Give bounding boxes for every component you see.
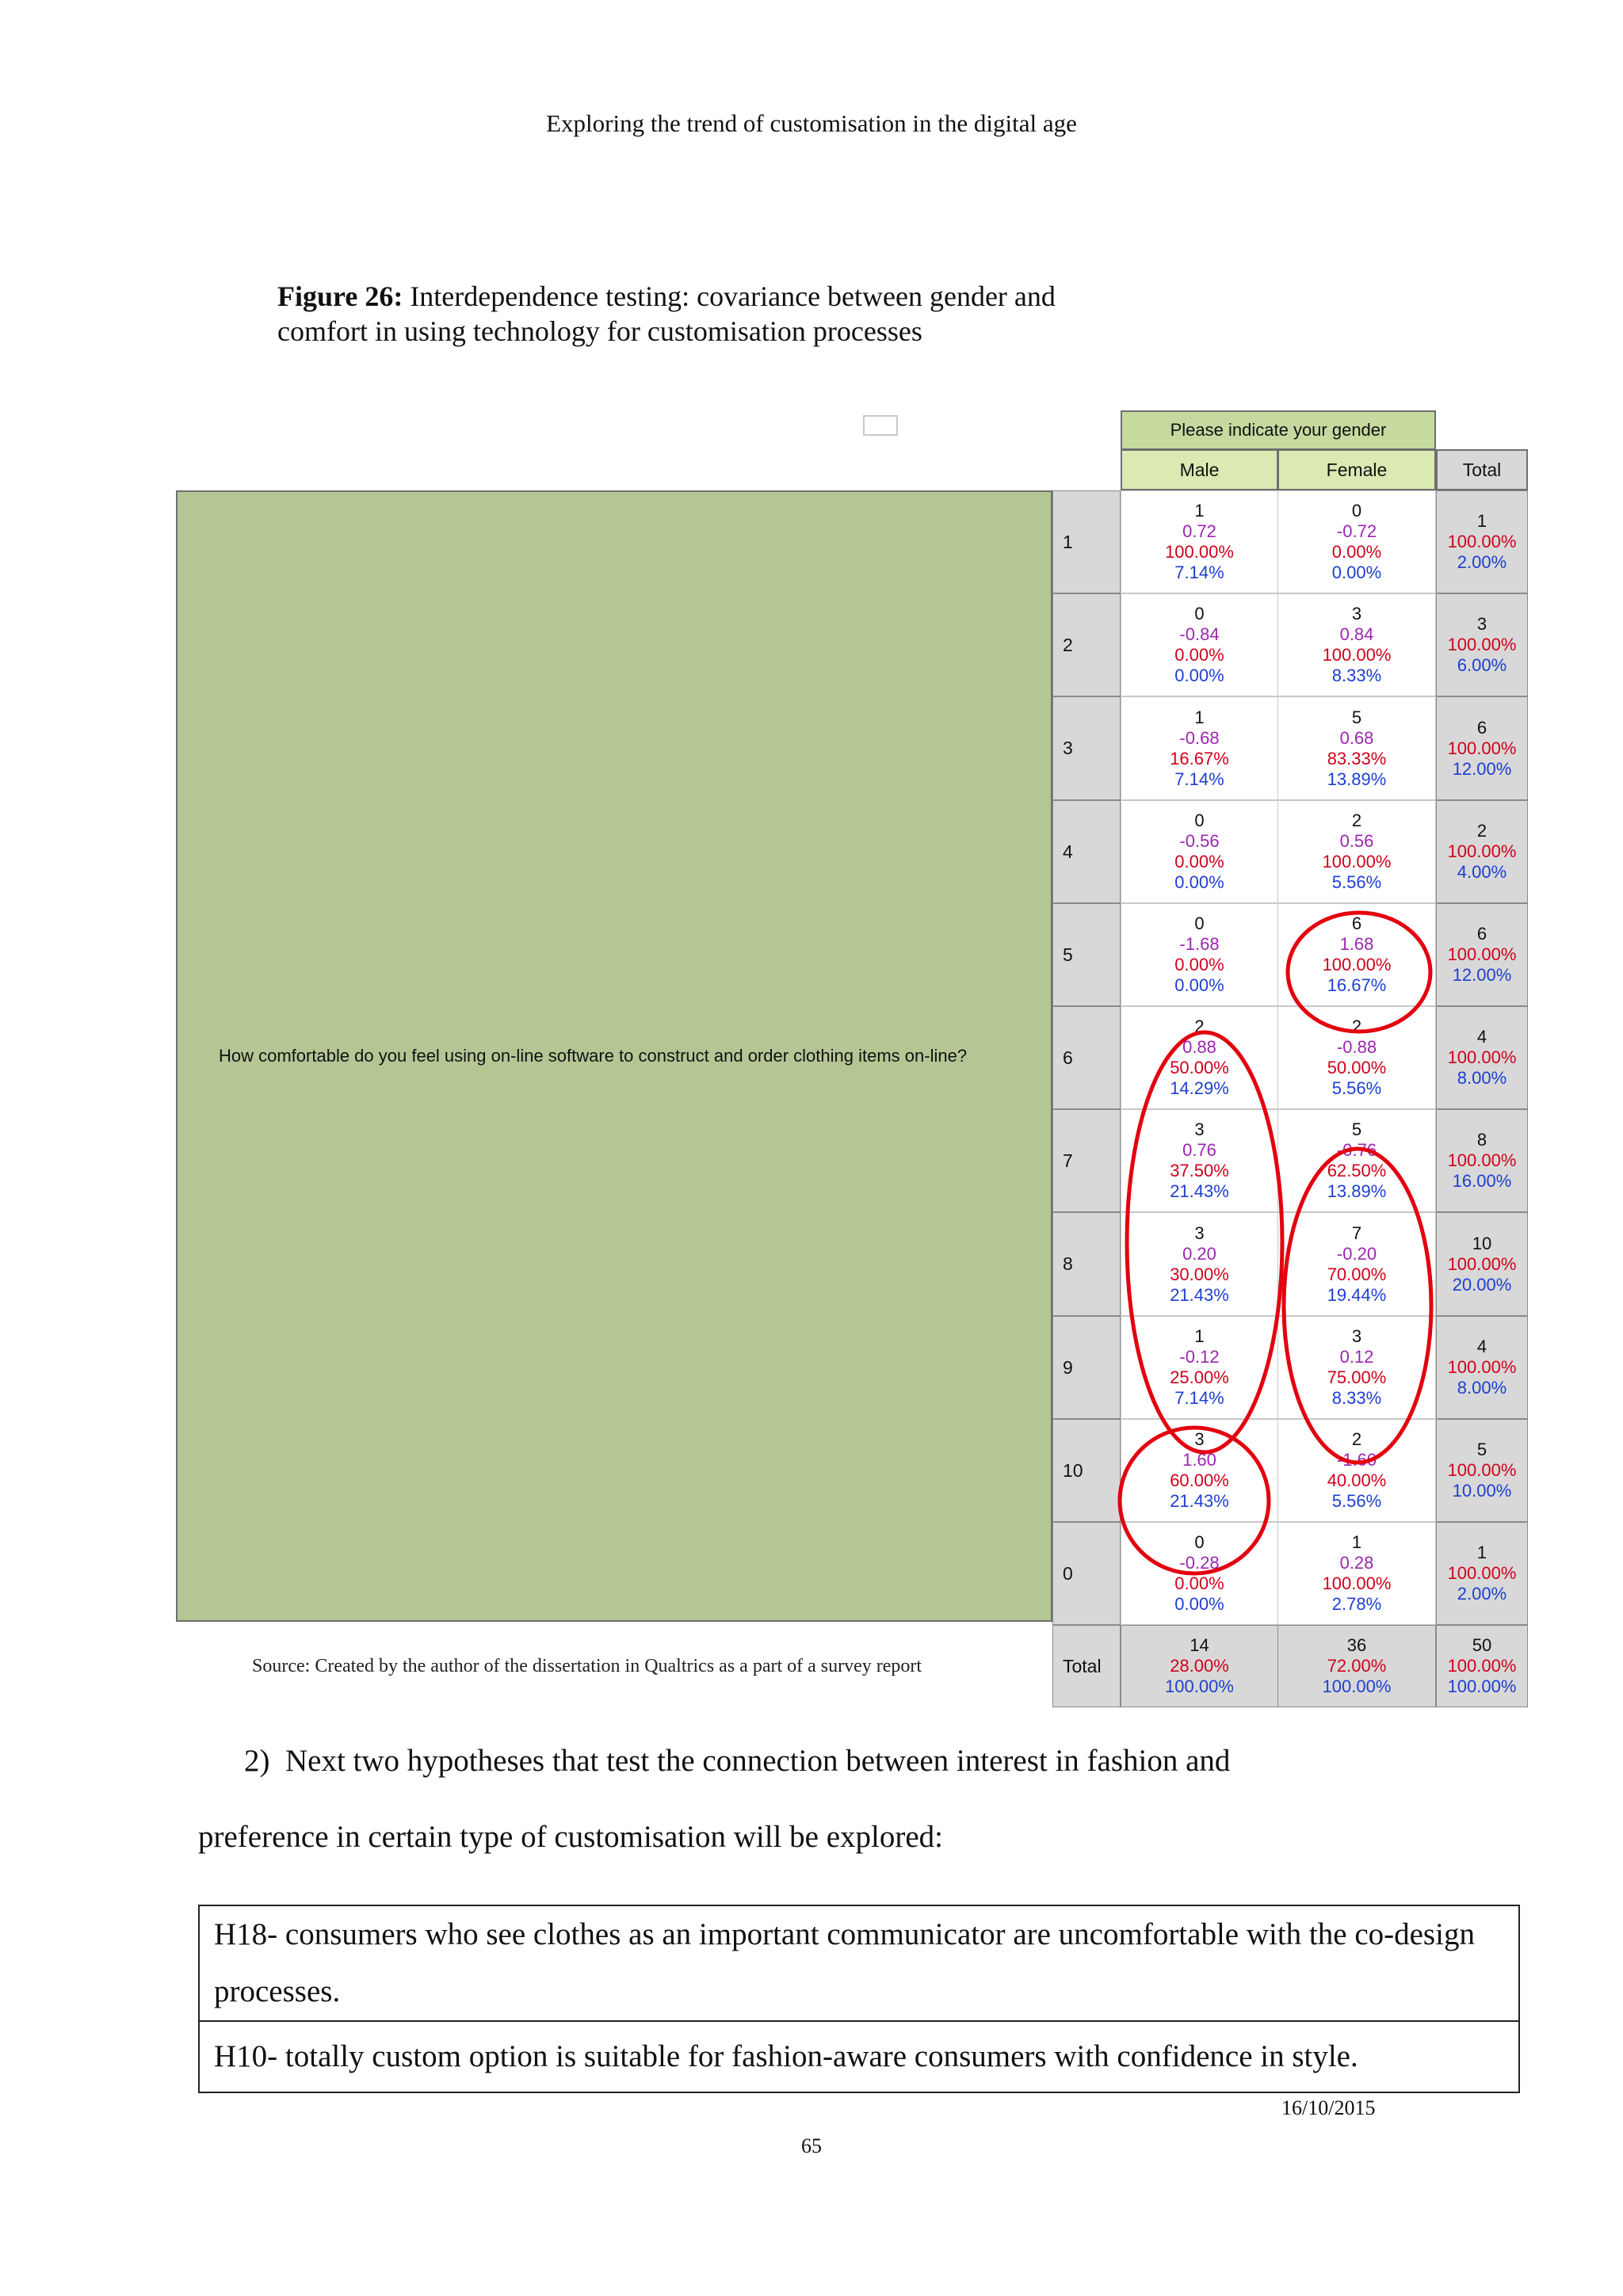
cell-value: 2.00% xyxy=(1457,552,1507,572)
cell-value: 13.89% xyxy=(1327,1181,1387,1201)
cell-total xyxy=(1436,1006,1528,1109)
row-label-0: 0 xyxy=(1052,1522,1121,1625)
cell-female xyxy=(1277,1522,1436,1625)
row-label-2: 2 xyxy=(1052,593,1121,696)
cell-value: 0 xyxy=(1194,913,1205,933)
cell-value: 100.00% xyxy=(1322,645,1392,665)
cell-value: 0 xyxy=(1194,1532,1205,1552)
cell-female xyxy=(1277,1316,1436,1419)
cell-value: 100.00% xyxy=(1447,1656,1517,1676)
cell-female xyxy=(1277,1419,1436,1522)
cell-value: 30.00% xyxy=(1170,1264,1229,1284)
cell-male xyxy=(1121,903,1278,1006)
cell-male xyxy=(1121,593,1278,696)
row-label-7: 7 xyxy=(1052,1109,1121,1212)
row-label-9: 9 xyxy=(1052,1316,1121,1419)
hypothesis-row xyxy=(199,2021,1519,2092)
cell-value: 5 xyxy=(1476,1440,1487,1459)
cell-value: 100.00% xyxy=(1322,1676,1392,1696)
cell-value: 16.67% xyxy=(1327,975,1387,995)
cell-value: 7 xyxy=(1351,1222,1362,1243)
cell-female xyxy=(1277,800,1436,903)
cell-male xyxy=(1121,490,1278,593)
cell-value: 100.00% xyxy=(1447,635,1517,654)
cell-value: 0.00% xyxy=(1331,563,1382,582)
cell-value: 8.33% xyxy=(1331,666,1382,685)
cell-male xyxy=(1121,800,1278,903)
cell-value: -0.88 xyxy=(1336,1037,1377,1057)
gender-group-header: Please indicate your gender xyxy=(1121,410,1436,450)
question-label: How comfortable do you feel using on-line software to construct and order clothing items on-line? xyxy=(219,1046,968,1066)
cell-value: 0.00% xyxy=(1174,975,1224,995)
row-label-10: 10 xyxy=(1052,1419,1121,1522)
cell-value: 100.00% xyxy=(1447,1357,1517,1377)
cell-value: 6 xyxy=(1476,717,1487,738)
cell-value: 6.00% xyxy=(1457,655,1507,675)
cell-total xyxy=(1436,696,1528,800)
cell-value: 1 xyxy=(1194,501,1205,521)
column-header-total: Total xyxy=(1436,449,1528,490)
cell-value: 60.00% xyxy=(1170,1470,1229,1490)
cell-value: 4.00% xyxy=(1457,862,1507,882)
cell-value: 0.12 xyxy=(1339,1347,1374,1367)
row-label-total: Total xyxy=(1052,1625,1121,1707)
cell-value: 2.00% xyxy=(1457,1584,1507,1604)
row-label-3: 3 xyxy=(1052,696,1121,800)
cell-value: 3 xyxy=(1476,614,1487,634)
column-header-male: Male xyxy=(1121,449,1278,490)
cell-value: 8.33% xyxy=(1331,1388,1382,1408)
cell-value: 100.00% xyxy=(1165,542,1234,562)
cell-value: 0 xyxy=(1194,604,1205,624)
cell-value: 14 xyxy=(1190,1635,1209,1655)
cell-value: 5.56% xyxy=(1331,872,1382,892)
hypothesis-h10: H10- totally custom option is suitable for fashion-aware consumers with confidence in style. xyxy=(199,2021,1519,2092)
cell-value: 0.00% xyxy=(1174,1594,1224,1614)
cell-value: 8.00% xyxy=(1457,1378,1507,1398)
cell-value: 0.00% xyxy=(1331,542,1382,562)
cell-value: 62.50% xyxy=(1327,1161,1387,1180)
cell-male xyxy=(1121,1212,1278,1316)
cell-value: 2 xyxy=(1351,1016,1362,1036)
cell-value: -0.76 xyxy=(1336,1140,1377,1160)
cell-value: 36 xyxy=(1346,1635,1367,1655)
cell-value: 0.00% xyxy=(1174,955,1224,974)
cell-total xyxy=(1436,903,1528,1006)
cell-value: 0.00% xyxy=(1174,1573,1224,1593)
cell-value: 19.44% xyxy=(1327,1284,1387,1305)
cell-value: 1.68 xyxy=(1339,934,1374,954)
cell-total xyxy=(1436,1419,1528,1522)
cell-value: 5.56% xyxy=(1331,1078,1382,1098)
cell-value: 0.28 xyxy=(1339,1553,1374,1573)
cell-total xyxy=(1436,1316,1528,1419)
cell-value: 100.00% xyxy=(1322,955,1392,974)
cell-male xyxy=(1121,1419,1278,1522)
cell-value: 2 xyxy=(1194,1016,1205,1036)
cell-value: 1 xyxy=(1476,511,1487,531)
cell-value: 0.72 xyxy=(1182,521,1216,541)
cell-value: 100.00% xyxy=(1447,1253,1517,1274)
cell-value: 1 xyxy=(1476,1543,1487,1562)
cell-female xyxy=(1277,1109,1436,1212)
cell-value: 12.00% xyxy=(1452,965,1512,985)
cell-male xyxy=(1121,1316,1278,1419)
cell-total xyxy=(1436,800,1528,903)
cell-value: 3 xyxy=(1194,1429,1205,1449)
row-label-4: 4 xyxy=(1052,800,1121,903)
cell-value: 14.29% xyxy=(1170,1078,1229,1098)
cell-value: 5.56% xyxy=(1331,1491,1382,1511)
cell-value: 10.00% xyxy=(1452,1481,1512,1501)
cell-value: 3 xyxy=(1351,604,1362,624)
cell-value: 0.88 xyxy=(1182,1037,1216,1057)
cell-value: 21.43% xyxy=(1170,1491,1229,1511)
cell-value: 6 xyxy=(1476,924,1487,944)
cell-male xyxy=(1121,1109,1278,1212)
cell-value: 50 xyxy=(1472,1635,1492,1655)
cell-value: 100.00% xyxy=(1447,1563,1517,1583)
cell-female xyxy=(1277,490,1436,593)
cell-value: 0.56 xyxy=(1339,831,1374,851)
hypotheses-table xyxy=(198,1905,1520,2093)
cell-value: 100.00% xyxy=(1447,944,1517,964)
row-label-8: 8 xyxy=(1052,1212,1121,1316)
cell-value: -0.12 xyxy=(1179,1347,1220,1367)
cell-value: 0.68 xyxy=(1339,727,1374,748)
cell-value: 1.60 xyxy=(1182,1450,1216,1470)
cell-value: 0 xyxy=(1351,501,1362,521)
cell-value: 1 xyxy=(1194,1326,1205,1346)
cell-value: 100.00% xyxy=(1447,1150,1517,1170)
cell-value: 0.84 xyxy=(1339,624,1374,644)
row-label-5: 5 xyxy=(1052,903,1121,1006)
source-note: Source: Created by the author of the dissertation in Qualtrics as a part of a survey report xyxy=(252,1656,922,1676)
cell-value: 8 xyxy=(1476,1130,1487,1150)
cell-value: 0.76 xyxy=(1182,1140,1216,1160)
cell-value: 100.00% xyxy=(1447,841,1517,861)
cell-value: 40.00% xyxy=(1327,1470,1387,1490)
cell-total xyxy=(1436,593,1528,696)
cell-female xyxy=(1277,593,1436,696)
column-header-female: Female xyxy=(1277,449,1436,490)
cell-value: 5 xyxy=(1351,707,1362,727)
cell-value: 0.00% xyxy=(1174,872,1224,892)
cell-total xyxy=(1436,1625,1528,1707)
cell-value: 0.20 xyxy=(1182,1243,1216,1264)
cell-value: 7.14% xyxy=(1174,1388,1224,1408)
cell-value: -0.28 xyxy=(1179,1553,1220,1573)
cell-value: 21.43% xyxy=(1170,1284,1229,1305)
cell-value: -0.72 xyxy=(1336,521,1377,541)
hypothesis-row xyxy=(199,1905,1519,2021)
hypothesis-h18: H18- consumers who see clothes as an important communicator are uncomfortable with the co-design processes. xyxy=(199,1905,1519,2021)
cell-value: 100.00% xyxy=(1322,852,1392,871)
cell-value: 83.33% xyxy=(1327,748,1387,769)
cell-value: 3 xyxy=(1194,1119,1205,1139)
cell-total xyxy=(1436,490,1528,593)
cell-value: 21.43% xyxy=(1170,1181,1229,1201)
cell-male xyxy=(1121,1522,1278,1625)
figure-label: Figure 26: xyxy=(277,280,403,312)
cell-value: 7.14% xyxy=(1174,563,1224,582)
cell-value: 2 xyxy=(1351,1429,1362,1449)
cell-value: -0.84 xyxy=(1179,624,1220,644)
cell-value: 7.14% xyxy=(1174,769,1224,789)
cell-value: 3 xyxy=(1194,1222,1205,1243)
cell-male xyxy=(1121,1625,1278,1707)
cell-value: 37.50% xyxy=(1170,1161,1229,1180)
cell-value: 50.00% xyxy=(1327,1058,1387,1077)
cell-value: 0.00% xyxy=(1174,666,1224,685)
cell-value: 1 xyxy=(1351,1532,1362,1552)
cell-value: 0.00% xyxy=(1174,852,1224,871)
cell-value: 100.00% xyxy=(1447,1460,1517,1480)
cell-value: 100.00% xyxy=(1447,532,1517,551)
cell-value: 6 xyxy=(1351,913,1362,933)
running-header: Exploring the trend of customisation in the digital age xyxy=(546,109,1077,137)
cell-value: -1.60 xyxy=(1336,1450,1377,1470)
cell-total xyxy=(1436,1109,1528,1212)
cell-value: 16.00% xyxy=(1452,1171,1512,1191)
cell-value: 70.00% xyxy=(1327,1264,1387,1284)
cell-value: 12.00% xyxy=(1452,758,1512,779)
cell-female xyxy=(1277,1006,1436,1109)
row-label-1: 1 xyxy=(1052,490,1121,593)
page-number: 65 xyxy=(801,2134,822,2157)
cell-value: 13.89% xyxy=(1327,769,1387,789)
cell-value: 8.00% xyxy=(1457,1068,1507,1088)
paragraph-line-1: 2) Next two hypotheses that test the connection between interest in fashion and xyxy=(244,1744,1231,1778)
cell-value: 2.78% xyxy=(1331,1594,1382,1614)
row-label-6: 6 xyxy=(1052,1006,1121,1109)
cell-value: 100.00% xyxy=(1165,1676,1234,1696)
cell-female xyxy=(1277,1212,1436,1316)
cell-value: 25.00% xyxy=(1170,1367,1229,1387)
figure-caption xyxy=(277,279,1149,349)
cell-value: 100.00% xyxy=(1447,738,1517,758)
cell-value: 2 xyxy=(1476,821,1487,841)
cell-female xyxy=(1277,903,1436,1006)
cell-value: -0.56 xyxy=(1179,831,1220,851)
cell-value: 0.00% xyxy=(1174,645,1224,665)
cell-male xyxy=(1121,696,1278,800)
cell-value: 3 xyxy=(1351,1326,1362,1346)
cell-value: 20.00% xyxy=(1452,1274,1512,1295)
footer-date: 16/10/2015 xyxy=(1281,2096,1376,2119)
paragraph-line-2: preference in certain type of customisation will be explored: xyxy=(198,1820,943,1854)
cell-value: 28.00% xyxy=(1170,1656,1229,1676)
cell-value: 100.00% xyxy=(1447,1047,1517,1067)
empty-placeholder-box xyxy=(863,415,898,436)
cell-value: 72.00% xyxy=(1327,1656,1387,1676)
cell-value: 10 xyxy=(1472,1233,1492,1253)
cell-value: 16.67% xyxy=(1170,748,1229,769)
cell-total xyxy=(1436,1522,1528,1625)
cell-value: -0.68 xyxy=(1179,727,1220,748)
cell-female xyxy=(1277,696,1436,800)
cell-female xyxy=(1277,1625,1436,1707)
cell-male xyxy=(1121,1006,1278,1109)
cell-value: 100.00% xyxy=(1447,1676,1517,1696)
cell-value: 0 xyxy=(1194,810,1205,830)
cell-value: 50.00% xyxy=(1170,1058,1229,1077)
cell-value: 100.00% xyxy=(1322,1573,1392,1593)
cell-value: 4 xyxy=(1476,1027,1487,1047)
cell-value: -0.20 xyxy=(1336,1243,1377,1264)
cell-value: 2 xyxy=(1351,810,1362,830)
cell-value: 75.00% xyxy=(1327,1367,1387,1387)
cell-value: 4 xyxy=(1476,1337,1487,1356)
cell-value: 1 xyxy=(1194,707,1205,727)
cell-value: 5 xyxy=(1351,1119,1362,1139)
figure-caption-text: Interdependence testing: covariance between gender and comfort in using technology for customisation processes xyxy=(277,280,1056,347)
cell-value: -1.68 xyxy=(1179,934,1220,954)
cell-total xyxy=(1436,1212,1528,1316)
